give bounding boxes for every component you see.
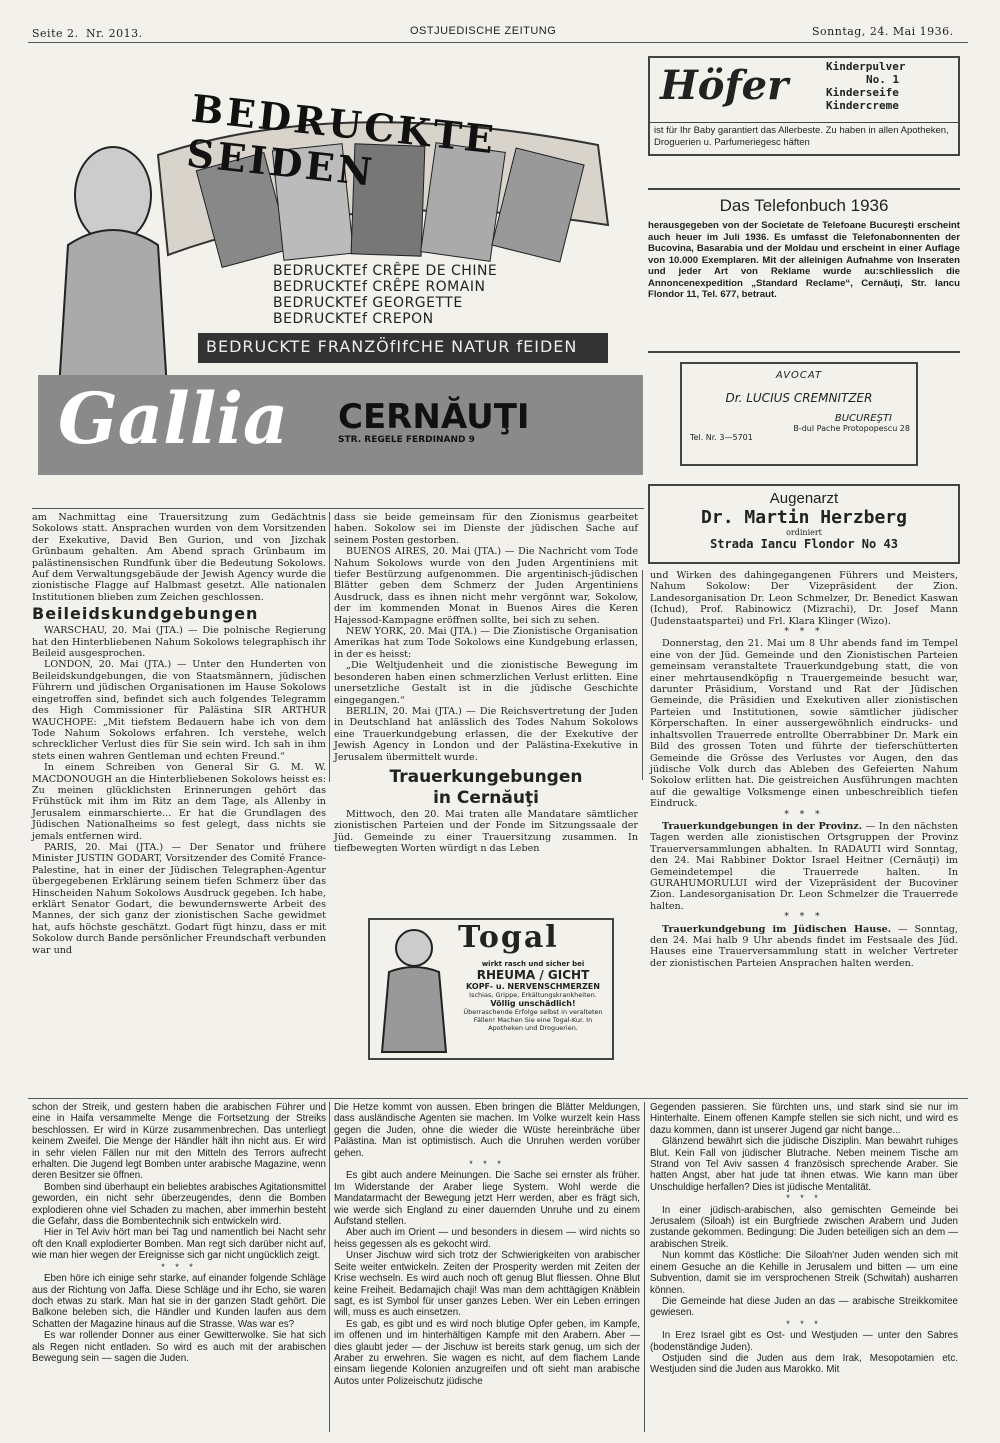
bottom-column-2 bbox=[334, 1102, 640, 1387]
bottom1-p1: schon der Streik, und gestern haben die arabischen Führer und eine in Haifa versammelte Menge die Fortsetzung der Streiks beschlossen. Er wird in Kürze zusammenbrechen. Das unterliegt keinem Zweifel. Die Menge der Händler hält ihn nicht aus. Er wird in sehr vielen Fällen nur mit den Mitteln des Terrors aufrecht erhalten. Die Jugend legt Bomben unter arabische Magazine, wenn deren Besitzer sie öffnen. bbox=[32, 1102, 326, 1182]
gallia-line: BEDRUCKTEf CREPON bbox=[273, 311, 434, 327]
col2-heading-1: Trauerkungebungen bbox=[389, 766, 583, 787]
augenarzt-name: Dr. Martin Herzberg bbox=[701, 507, 907, 528]
col2-p2: BUENOS AIRES, 20. Mai (JTA.) — Die Nachricht vom Tode Nahum Sokolows wurde von den Juden Argentiniens mit tiefer Bestürzung aufgenommen. Die argentinisch-jüdischen Blätter geben dem Schmerz der Juden Argentiniens Ausdruck, dass es ihnen nicht mehr vergönnt war, Sokolow, der im kommenden Monat in Buenos Aires die Keren Hajessod-Kampagne eröffnen sollte, bei sich zu sehen. bbox=[334, 546, 638, 626]
togal-line: Überraschende Erfolge selbst in veralteten Fällen! Machen Sie eine Togal-Kur. In Apotheken und Droguerien. bbox=[463, 1008, 603, 1032]
header-rule bbox=[28, 42, 968, 43]
column-2 bbox=[334, 512, 638, 855]
column-divider-1 bbox=[329, 512, 330, 782]
col1-p4: PARIS, 20. Mai (JTA.) — Der Senator und frühere Minister JUSTIN GODART, Vorsitzender des Comité France-Palestine, hat in einer der Jüdischen Telegraphen-Agentur übergegebenen Erklärung seinem tiefen Schmerz über das Hinscheiden Nahum Sokolows Ausdruck gegeben. Ich habe, erklärt Senator Godart, die bewundernswerte Arbeit des Mannes, der sich ganz der zionistischen Sache gewidmet hat, aufs höchste geschätzt. Godart fügt hinzu, dass er mit Sokolow durch Bande persönlicher Freundschaft verbunden war und bbox=[32, 841, 326, 956]
bottom1-p2: Bomben sind überhaupt ein beliebtes arabisches Agitationsmittel geworden, ein nicht sehr überzeugendes, denn die Bomben explodieren ohne viel Schaden zu machen, aber immerhin besteht die Gefahr, dass die Bombentechnik sich entwickeln wird. bbox=[32, 1181, 326, 1228]
togal-brand: Togal bbox=[458, 920, 559, 955]
col2-p4: „Die Weltjudenheit und die zionistische Bewegung im besonderen haben einen schmerzlichen Verlust erlitten. Eine unersetzliche Gestalt ist in die jüdische Geschichte eingegangen.“ bbox=[334, 660, 638, 706]
ad-bottom-rule bbox=[32, 508, 644, 509]
section-stars: * * * bbox=[784, 809, 824, 820]
bottom2-p1: Die Hetze kommt von aussen. Eben bringen die Blätter Meldungen, dass ausländische Agenten sie machen. Im Volke wurzelt kein Hass gegen die Juden, ohne die wieder die Wüste hereinbräche über Palästina. Man ist optimistisch. Auch die Unruhen werden vorüber gehen. bbox=[334, 1102, 640, 1159]
togal-line: Völlig unschädlich! bbox=[490, 999, 576, 1008]
col3-p4: — Sonntag, den 24. Mai halb 9 Uhr abends findet im Festsaale des Jüd. Hauses eine Trauerversammlung statt in welcher Vertreter der zionistischen Parteien Ansprachen halten werden. bbox=[650, 923, 958, 969]
col1-p2: LONDON, 20. Mai (JTA.) — Unter den Hunderten von Beileidskundgebungen, die von Staatsmännern, jüdischen Führern und jüdischen Organisationen im Hause Sokolows eingetroffen sind, befindet sich auch folgendes Telegramm des High Commissioner für Palästina SIR ARTHUR WAUCHOPE: „Mit tiefstem Bedauern habe ich von dem Tode Nahum Sokolows erfahren. Ich verstehe, welch schrecklicher Verlust dies für Sie sein wird. Ich sah in ihm stets einen wahren Gentleman und echten Freund.“ bbox=[32, 659, 326, 762]
section-stars: * * * bbox=[786, 1193, 822, 1204]
bottom3-p1: Gegenden passieren. Sie fürchten uns, und stark sind sie nur im Hinterhalte. Einem offenen Kampfe stellen sie sich nicht, und wird es dazu kommen, dann ist unserer Jugend gar nicht bange... bbox=[650, 1102, 958, 1136]
avocat-city: BUCUREŞTI bbox=[834, 413, 892, 424]
masthead: OSTJUEDISCHE ZEITUNG bbox=[410, 25, 557, 37]
section-stars: * * * bbox=[784, 627, 824, 638]
bottom2-p4: Unser Jischuw wird sich trotz der Schwierigkeiten von arabischer Seite weiter entwickeln. Zeiten der Prosperity werden mit Zeiten der Krise wechseln. Es wird auch noch oft genug Blut fliessen. Ohne Blut keine Freiheit. Bedamajich chaji! Was man dem achttägigen Knäblein sagt, es ist Symbol für unser ganzes Leben. Wer ein Leben erringen will, muss es auch einsetzen. bbox=[334, 1250, 640, 1319]
col1-heading: Beileidskundgebungen bbox=[32, 604, 259, 624]
togal-line: KOPF- u. NERVENSCHMERZEN bbox=[466, 982, 600, 991]
column-1 bbox=[32, 512, 326, 956]
bottom3-p4: Nun kommt das Köstliche: Die Siloah'ner Juden wenden sich mit einem Gesuche an die Kehille in Jerusalem und bitten — um eine Subvention, damit sie im versprochenen Streik (Schwitah) ausharren können. bbox=[650, 1250, 958, 1296]
togal-ad bbox=[368, 918, 614, 1060]
gallia-line: BEDRUCKTEf GEORGETTE bbox=[273, 295, 463, 311]
bottom3-p2: Glänzend bewährt sich die jüdische Disziplin. Man bewahrt ruhiges Blut. Kein Fall von jüdischer Blutrache. Neben meinem Tische am Strand von Tel Aviv sassen 4 französisch sprechende Araber. Sie hatten Angst, aber hat jude tat ihnen etwas. Wie kann man über Unschuldige herfallen? Dies ist jüdische Mentalität. bbox=[650, 1136, 958, 1193]
avocat-tel: Tel. Nr. 3—5701 bbox=[690, 433, 753, 442]
avocat-address: B-dul Pache Protopopescu 28 bbox=[793, 424, 910, 433]
gallia-product-list bbox=[273, 263, 497, 327]
bottom-column-1 bbox=[32, 1102, 326, 1364]
gallia-line: BEDRUCKTEf CRÊPE DE CHINE bbox=[273, 263, 498, 279]
hofer-text: ist für Ihr Baby garantiert das Allerbeste. Zu haben in allen Apotheken, Droguerien u. Parfumeriegesc häften bbox=[650, 122, 958, 151]
togal-line: wirkt rasch und sicher bei bbox=[481, 960, 585, 968]
col1-p3: In einem Schreiben von General Sir G. M. W. MACDONOUGH an die Hinterbliebenen Sokolows heisst es: Zu meinen glücklichsten Erinnerungen gehört das Frühstück mit ihm im Ritz an dem Tage, als Allenby in Jerusalem einmarschierte... Er hat die Grundlagen des Jüdischen Nationalheims so fest gelegt, dass nichts sie jemals entfernen wird. bbox=[32, 762, 326, 842]
hofer-product: Kinderseife bbox=[826, 86, 899, 99]
hofer-products bbox=[826, 60, 905, 112]
bottom3-p7: Ostjuden sind die Juden aus dem Irak, Mesopotamien etc. Westjuden sind die Juden aus Marokko. Mit bbox=[650, 1352, 958, 1376]
col3-h3: Trauerkundgebungen in der Provinz. bbox=[662, 820, 863, 832]
bottom3-p5: Die Gemeinde hat diese Juden an das — arabische Streikkomitee gewiesen. bbox=[650, 1295, 958, 1319]
hofer-product: No. 1 bbox=[866, 73, 900, 86]
column-divider-2 bbox=[642, 570, 643, 780]
avocat-ad bbox=[680, 362, 918, 466]
togal-text bbox=[458, 960, 608, 1032]
augenarzt-address: Strada Iancu Flondor No 43 bbox=[710, 537, 898, 551]
bottom2-p3: Aber auch im Orient — und besonders in diesem — wird nichts so heiss gegessen als es gekocht wird. bbox=[334, 1227, 640, 1250]
hofer-brand: Höfer bbox=[660, 62, 789, 109]
bottom-column-3 bbox=[650, 1102, 958, 1376]
hofer-product: Kindercreme bbox=[826, 99, 899, 112]
col2-p5: BERLIN, 20. Mai (JTA.) — Die Reichsvertretung der Juden in Deutschland hat anlässlich des Todes Nahum Sokolows eine Trauerkundgebung erlassen, die der Exekutive der Jewish Agency in London und der Palästina-Exekutive in Jerusalem übermittelt wurde. bbox=[334, 705, 638, 763]
togal-line: Ischias, Grippe, Erkältungskrankheiten. bbox=[469, 991, 597, 999]
gallia-line: BEDRUCKTEf CRÊPE ROMAIN bbox=[273, 279, 486, 295]
gallia-ad bbox=[38, 75, 643, 475]
col2-heading-2: in Cernăuţi bbox=[433, 787, 539, 808]
telefon-ad bbox=[648, 188, 960, 353]
gallia-city: CERNĂUŢI bbox=[338, 397, 530, 437]
hofer-ad bbox=[648, 56, 960, 156]
bottom3-p6: In Erez Israel gibt es Ost- und Westjuden — unter den Sabres (bodenständige Juden). bbox=[650, 1330, 958, 1353]
bottom1-p5: Es war rollender Donner aus einer Gewitterwolke. Sie hat sich als Regen nicht entladen. So wird es auch mit der arabischen Bewegung sein — sagen die Juden. bbox=[32, 1330, 326, 1364]
col2-p3: NEW YORK, 20. Mai (JTA.) — Die Zionistische Organisation Amerikas hat zum Tode Sokolows eine Kundgebung erlassen, in der es heisst: bbox=[334, 626, 638, 660]
section-stars: * * * bbox=[786, 1318, 822, 1329]
section-stars: * * * bbox=[161, 1261, 197, 1272]
issue-date: Sonntag, 24. Mai 1936. bbox=[812, 25, 954, 38]
col2-p6: Mittwoch, den 20. Mai traten alle Mandatare sämtlicher zionistischen Parteien und der Fonde im Sitzungssaale der Jüd. Gemeinde zu einer Trauersitzung zusammen. In tiefbewegten Worten würdigt n das Leben bbox=[334, 808, 638, 855]
bottom1-p4: Eben höre ich einige sehr starke, auf einander folgende Schläge aus der Richtung von Jaffa. Diese Schläge und ihr Echo, sie waren doch etwas zu stark. Man hat sie in der ganzen Stadt gehört. Die Balkone beleben sich, die Händler und Kunden laufen aus dem Schatten der Magazine hinaus auf die Strasse. Was war es? bbox=[32, 1273, 326, 1330]
avocat-name: Dr. LUCIUS CREMNITZER bbox=[725, 391, 873, 405]
column-divider-3 bbox=[329, 1102, 330, 1432]
col2-p1: dass sie beide gemeinsam für den Zionismus gearbeitet haben. Sokolow sei im Dienste der jüdischen Sache auf seinem Posten gestorben. bbox=[334, 512, 638, 546]
section-stars: * * * bbox=[469, 1159, 505, 1170]
column-divider-4 bbox=[644, 1102, 645, 1432]
togal-figure bbox=[374, 922, 454, 1058]
augenarzt-ad bbox=[648, 484, 960, 564]
avocat-label: AVOCAT bbox=[775, 370, 823, 381]
bottom1-p3: Hier in Tel Aviv hört man bei Tag und namentlich bei Nacht sehr oft den Knall explodierter Bomben. Man regt sich darüber nicht auf, wie man hier wegen der Ereignisse sich gar nicht ungücklich zeigt. bbox=[32, 1227, 326, 1262]
bottom2-p2: Es gibt auch andere Meinungen. Die Sache sei ernster als früher. Im Widerstande der Araber liege System. Wohl werde die Mandatarmacht der Bewegung jetzt Herr werden, aber es frägt sich, wie werde sich England zu einer dauernden Unruhe und zu einem Aufstand stellen. bbox=[334, 1170, 640, 1228]
hofer-product: Kinderpulver bbox=[826, 60, 906, 73]
gallia-strip: BEDRUCKTE FRANZÖfIfCHE NATUR fEIDEN bbox=[206, 337, 578, 356]
togal-line: RHEUMA / GICHT bbox=[476, 968, 590, 982]
page-number: Seite 2. bbox=[32, 27, 79, 40]
issue-number: Nr. 2013. bbox=[86, 27, 143, 40]
column-3 bbox=[650, 570, 958, 969]
col3-p3: — In den nächsten Tagen werden alle zionistischen Ortsgruppen der Provinz Trauerversammlungen abhalten. In RADAUTI wird Sonntag, den 24. Mai Rabbiner Doktor Israel Heitner (Cernăuţi) im Gemeindetempel die Trauerrede halten. In GURAHUMORULUI wird der Vizepräsident der Bucoviner Zion. Landesorganisation Dr. Leon Schmelzer die Trauerrede halten. bbox=[650, 820, 958, 912]
gallia-street: STR. REGELE FERDINAND 9 bbox=[338, 435, 475, 445]
col1-p1: WARSCHAU, 20. Mai (JTA.) — Die polnische Regierung hat den Hinterbliebenen Nahum Sokolows telegraphisch ihr Beileid ausgesprochen. bbox=[32, 625, 326, 660]
augenarzt-sub: ordiniert bbox=[786, 528, 822, 537]
col3-h4: Trauerkundgebung im Jüdischen Hause. bbox=[662, 923, 892, 935]
gallia-logo: Gallia bbox=[58, 377, 289, 460]
section-rule bbox=[28, 1098, 968, 1099]
telefon-title: Das Telefonbuch 1936 bbox=[719, 196, 889, 215]
telefon-body: herausgegeben von der Societate de Telefoane Bucureşti erscheint auch heuer im Juli 1936. Es umfasst die Telefonabonnenten der Bucovina, Basarabia und der Moldau und erscheint in einer Auflage von 10.000 Exemplaren. Mit der alleinigen Aufnahme von Inseraten und jeder Art von Reklame wurde au:schliesslich die Annoncenexpedition „Standard Reclame“, Cernăuţi, Str. Iancu Flondor 11, Tel. 677, betraut. bbox=[648, 220, 960, 300]
gallia-banner: BEDRUCKTE SEIDEN bbox=[184, 85, 499, 195]
augenarzt-label: Augenarzt bbox=[769, 490, 839, 507]
bottom2-p5: Es gab, es gibt und es wird noch blutige Opfer geben, im Kampfe, im offenen und im hinterhältigen Kampfe mit den Arabern. Aber — dies glaubt jeder — der Jischuw ist bereits stark genug, um sich der Araber zu erwehren. Sie wagen es nicht, auf dem flachem Lande einsam liegende Kolonien anzugreifen und oft sieht man arabische Autos unter Polizeischutz jüdische bbox=[334, 1318, 640, 1387]
bottom3-p3: In einer jüdisch-arabischen, also gemischten Gemeinde bei Jerusalem (Siloah) ist ein Burgfriede zwischen Arabern und Juden zustande gekommen. Bedingung: Die Juden beteiligen sich an dem — arabischen Streik. bbox=[650, 1204, 958, 1250]
col3-p1: und Wirken des dahingegangenen Führers und Meisters, Nahum Sokolow: Der Vizepräsident der Zion. Landesorganisation Dr. Leon Schmelzer, Dr. Benedict Kaswan (Ichud), Prof. Rabinowicz (Mizrachi), Dr. Josef Mann (Judenstaatspartei) und Frl. Klara Klinger (Wizo). bbox=[650, 570, 958, 627]
col1-intro: am Nachmittag eine Trauersitzung zum Gedächtnis Sokolows statt. Ansprachen wurden von dem Vorsitzenden der Exekutive, David Ben Gurion, und von Jizchak Grünbaum gehalten. Am Abend sprach Grünbaum im palästinensischen Rundfunk über die Bedeutung Sokolows. Auf dem Verwaltungsgebäude der Jewish Agency wurde die zionistische Flagge auf Halbmast gesetzt. Alle nationalen Institutionen blieben zum Zeichen geschlossen. bbox=[32, 512, 326, 603]
col3-p2: Donnerstag, den 21. Mai um 8 Uhr abends fand im Tempel eine von der Jüd. Gemeinde und den Zionistischen Parteien gemeinsam veranstaltete Trauerkundgebung statt, die von einer mehrtausendköpfig n Trauergemeinde besucht war, darunter Präsidium, Vorstand und Rat der Jüdischen Gemeinde, die Präsidien und Exekutiven aller zionistischen Parteien und Institutionen, sowie sämtlicher jüdischer Körperschaften. In einer aussergewöhnlich eindrucks- und inhaltsvollen Trauerrede entrollte Oberrabbiner Dr. Mark ein Bild des grossen Toten und führte der tieferschütterten Gemeinde die Grösse des Verlustes vor Augen, den das jüdische Volk durch das Ableben des Gefeierten Nahum Sokolow erlitten hat. Die geistreichen Ausführungen machten auf die gewaltige Volksmenge einen unbeschreiblich tiefen Eindruck. bbox=[650, 638, 958, 810]
section-stars: * * * bbox=[784, 912, 824, 923]
